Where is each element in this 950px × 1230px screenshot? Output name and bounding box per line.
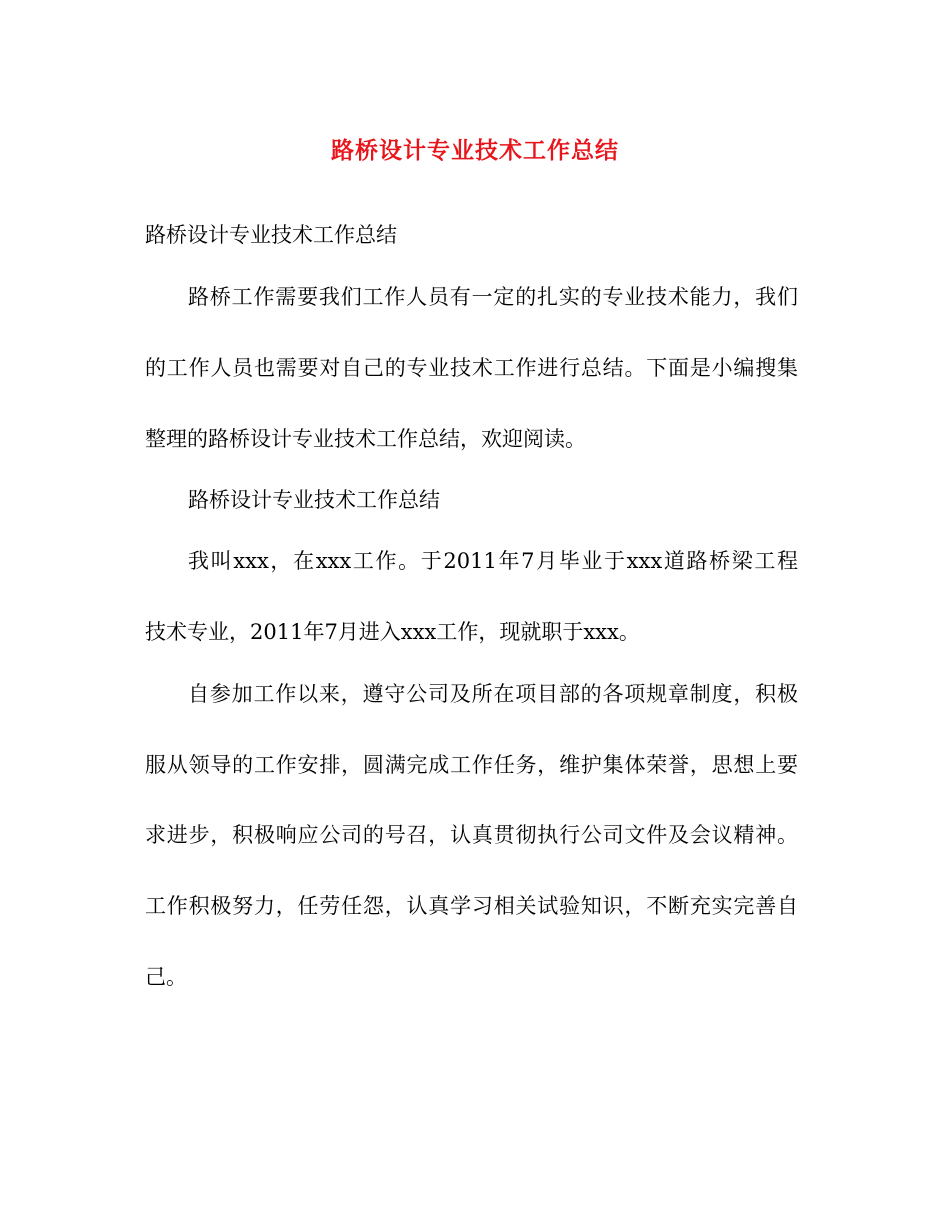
- paragraph-line: 工作积极努力，任劳任怨，认真学习相关试验知识，不断充实完善自: [145, 894, 798, 918]
- document-subtitle: 路桥设计专业技术工作总结: [145, 223, 397, 247]
- paragraph-line: 求进步，积极响应公司的号召，认真贯彻执行公司文件及会议精神。: [145, 823, 798, 847]
- paragraph-line: 服从领导的工作安排，圆满完成工作任务，维护集体荣誉，思想上要: [145, 753, 798, 777]
- paragraph-line: 我叫xxx，在xxx工作。于2011年7月毕业于xxx道路桥梁工程: [188, 549, 798, 573]
- paragraph-line: 己。: [145, 965, 187, 989]
- paragraph-line: 技术专业，2011年7月进入xxx工作，现就职于xxx。: [145, 620, 640, 644]
- paragraph-line: 整理的路桥设计专业技术工作总结，欢迎阅读。: [145, 427, 586, 451]
- paragraph-line: 路桥工作需要我们工作人员有一定的扎实的专业技术能力，我们: [188, 285, 798, 309]
- section-heading: 路桥设计专业技术工作总结: [188, 488, 440, 512]
- paragraph-line: 的工作人员也需要对自己的专业技术工作进行总结。下面是小编搜集: [145, 356, 798, 380]
- document-title: 路桥设计专业技术工作总结: [331, 137, 619, 164]
- paragraph-line: 自参加工作以来，遵守公司及所在项目部的各项规章制度，积极: [188, 682, 798, 706]
